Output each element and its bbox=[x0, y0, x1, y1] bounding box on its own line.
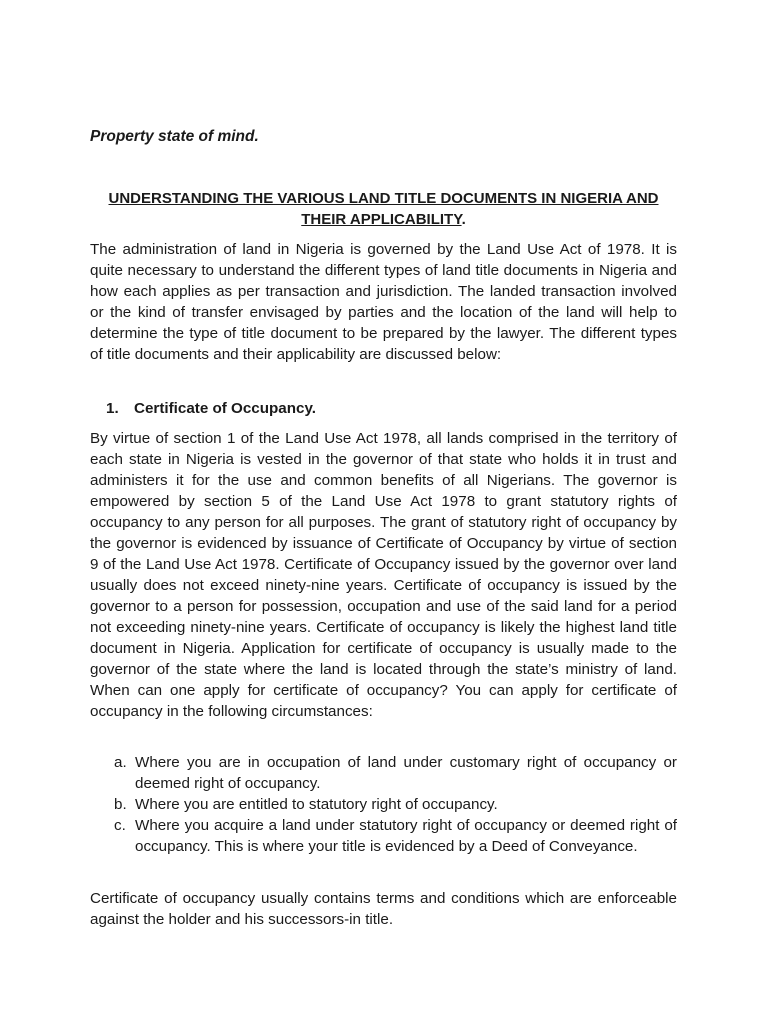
list-marker: b. bbox=[114, 796, 127, 813]
section-number: 1. bbox=[106, 400, 119, 417]
list-item-text: Where you are entitled to statutory right of occupancy. bbox=[135, 796, 498, 813]
list-marker: a. bbox=[114, 754, 127, 771]
intro-paragraph: The administration of land in Nigeria is governed by the Land Use Act of 1978. It is quite necessary to understand the different types of land title documents in Nigeria and how each applies as per transaction and jurisdiction. The landed transaction involved or the kind of transfer envisaged by parties and the location of the land will help to determine the type of title document to be prepared by the lawyer. The different types of title documents and their applicability are discussed below: bbox=[90, 241, 677, 363]
section-title-certificate-of-occupancy bbox=[106, 398, 316, 419]
section-title-text: Certificate of Occupancy. bbox=[134, 400, 317, 417]
document-heading-text: UNDERSTANDING THE VARIOUS LAND TITLE DOCUMENTS IN NIGERIA AND THEIR APPLICABILITY bbox=[108, 190, 659, 228]
document-tagline: Property state of mind. bbox=[90, 128, 259, 145]
list-item bbox=[90, 794, 677, 815]
circumstances-list bbox=[90, 752, 677, 857]
list-item-text: Where you acquire a land under statutory right of occupancy or deemed right of occupancy. This is where your title is evidenced by a Deed of Conveyance. bbox=[135, 817, 677, 855]
list-item-text: Where you are in occupation of land under customary right of occupancy or deemed right of occupancy. bbox=[135, 754, 677, 792]
document-heading bbox=[90, 188, 677, 230]
document-heading-period: . bbox=[461, 211, 466, 228]
list-item bbox=[90, 815, 677, 857]
certificate-paragraph: By virtue of section 1 of the Land Use Act 1978, all lands comprised in the territory of each state in Nigeria is vested in the governor of that state who holds it in trust and administers it for the use and common benefits of all Nigerians. The governor is empowered by section 5 of the Land Use Act 1978 to grant statutory rights of occupancy to any person for all purposes. The grant of statutory right of occupancy by the governor is evidenced by issuance of Certificate of Occupancy by virtue of section 9 of the Land Use Act 1978. Certificate of Occupancy issued by the governor over land usually does not exceed ninety-nine years. Certificate of occupancy is issued by the governor to a person for possession, occupation and use of the said land for a period not exceeding ninety-nine years. Certificate of occupancy is likely the highest land title document in Nigeria. Application for certificate of occupancy is usually made to the governor of the state where the land is located through the state’s ministry of land. When can one apply for certificate of occupancy? You can apply for certificate of occupancy in the following circumstances: bbox=[90, 430, 677, 720]
closing-paragraph: Certificate of occupancy usually contains terms and conditions which are enforceable against the holder and his successors-in title. bbox=[90, 890, 677, 928]
list-item bbox=[90, 752, 677, 794]
list-marker: c. bbox=[114, 817, 126, 834]
